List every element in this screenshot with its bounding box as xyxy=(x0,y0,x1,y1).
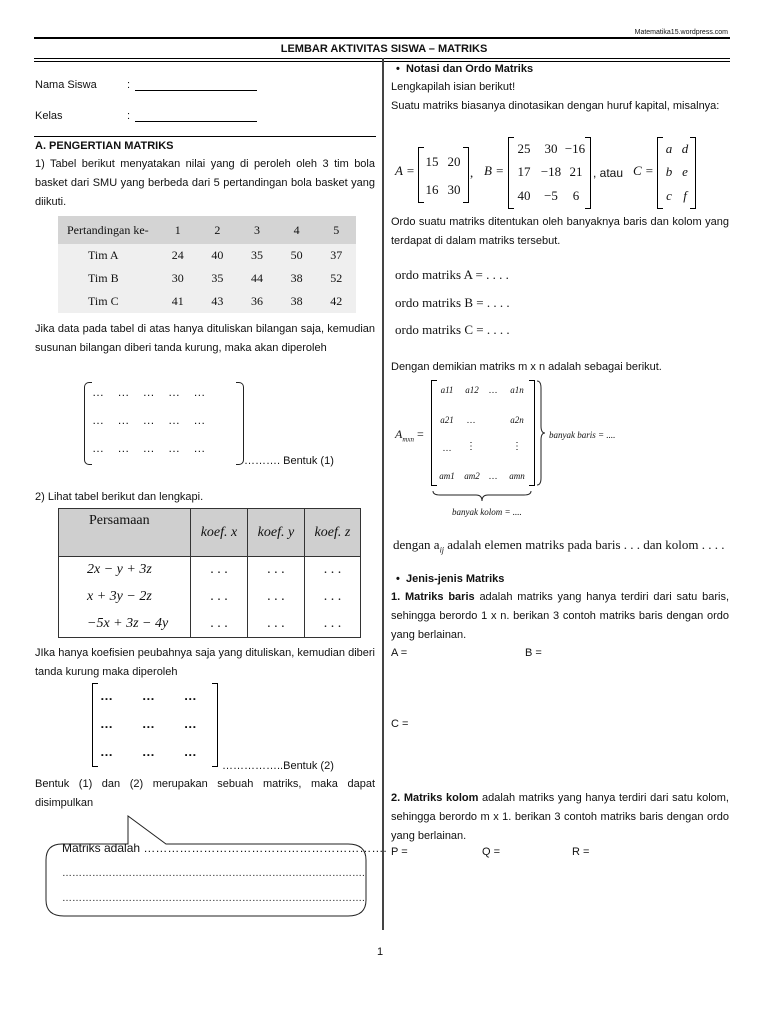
header-rule-top xyxy=(34,37,730,39)
matrix-b-cell: 6 xyxy=(572,188,580,203)
matrix-b-cell: 21 xyxy=(569,164,583,179)
after-table-1: Jika data pada tabel di atas hanya dituliskan bilangan saja, kemudian susunan bilangan diberi tanda kurung, maka akan diperoleh xyxy=(35,323,375,354)
matrix1-bracket-left xyxy=(84,382,92,465)
gen-matrix-cell: am2 xyxy=(464,471,480,481)
matrix-b-cell: 30 xyxy=(544,141,558,156)
matrix-b-cell: −18 xyxy=(540,164,562,179)
gen-matrix-cell: a2n xyxy=(510,415,524,425)
gen-matrix-cell: a12 xyxy=(465,385,479,395)
answer-a[interactable]: A = xyxy=(391,647,408,659)
table1-cell: 42 xyxy=(330,294,343,308)
matrix-b-cell: 17 xyxy=(517,164,531,179)
matrix-a-label: A = xyxy=(395,163,415,178)
table1-cell: Tim A xyxy=(88,248,119,262)
table2-cell[interactable]: . . . xyxy=(191,611,248,638)
class-label: Kelas xyxy=(35,110,63,122)
matrix-b-cell: 40 xyxy=(517,188,531,203)
matrix-c-cell: d xyxy=(681,141,689,156)
table1-cell: 41 xyxy=(171,294,184,308)
site-credit: Matematika15.wordpress.com xyxy=(634,29,728,36)
matrix-a-bracket-right xyxy=(463,147,469,203)
table-row xyxy=(58,267,356,290)
table2-header-cell: koef. x xyxy=(191,509,248,557)
gen-matrix-cell: … xyxy=(466,415,476,425)
matrix2-row: … … … xyxy=(100,688,197,703)
notasi-text: Suatu matriks biasanya dinotasikan dengan huruf kapital, misalnya: xyxy=(391,100,720,112)
bullet-icon: • xyxy=(396,573,406,585)
bentuk-1-label: ………. Bentuk (1) xyxy=(244,455,334,467)
matrix-b-label: B = xyxy=(484,163,504,178)
table1-cell: Tim B xyxy=(88,271,119,285)
answer-r[interactable]: R = xyxy=(572,846,590,858)
mxn-text: Dengan demikian matriks m x n adalah sebagai berikut. xyxy=(391,361,662,373)
gen-matrix-cell: … xyxy=(488,385,498,395)
callout-line-2[interactable]: ………………………………………………………………………………. xyxy=(62,868,365,879)
table2-cell[interactable]: . . . xyxy=(191,584,248,611)
table1-cell: Tim C xyxy=(88,294,119,308)
matrix-c-cell: a xyxy=(665,141,673,156)
gen-matrix-cell: … xyxy=(442,443,452,453)
table-row xyxy=(59,611,361,638)
table2-cell[interactable]: . . . xyxy=(247,584,304,611)
jenis-heading: • Jenis-jenis Matriks xyxy=(396,573,505,585)
matrix1-row: … … … … … xyxy=(92,441,206,455)
table2-cell[interactable]: . . . xyxy=(323,562,342,578)
matriks-baris-text: 1. Matriks baris adalah matriks yang hanya terdiri dari satu baris, sehingga berordo 1 x n. berikan 3 contoh matriks baris dengan ordo yang berlainan. xyxy=(391,591,729,641)
gen-matrix-cell: am1 xyxy=(439,471,455,481)
ordo-c[interactable]: ordo matriks C = . . . . xyxy=(395,322,510,337)
table-row xyxy=(59,584,361,611)
column-divider xyxy=(382,58,384,930)
matrix-c-cell: e xyxy=(682,164,688,179)
callout-line-1[interactable]: Matriks adalah ……………………………………………………. xyxy=(62,841,387,855)
gen-matrix-cell: a1n xyxy=(510,385,524,395)
table1-cell: 35 xyxy=(211,271,224,285)
table1-header-cell: Pertandingan ke- xyxy=(67,222,149,237)
score-table xyxy=(58,216,356,313)
table1-cell: 30 xyxy=(171,271,184,285)
gen-matrix-cell: amn xyxy=(509,471,525,481)
answer-c[interactable]: C = xyxy=(391,718,409,730)
table2-cell[interactable]: . . . xyxy=(323,589,342,604)
answer-q[interactable]: Q = xyxy=(482,846,501,858)
conclusion-text: Bentuk (1) dan (2) merupakan sebuah matriks, maka dapat disimpulkan xyxy=(35,778,375,809)
atau-text: , atau xyxy=(593,166,624,180)
matrix-a-cell: 30 xyxy=(447,182,461,197)
table1-header-cell: 2 xyxy=(214,222,221,237)
table2-header-cell: Persamaan xyxy=(59,509,191,557)
gen-matrix-cell: ⋮ xyxy=(512,441,522,452)
matrix2-bracket-right xyxy=(212,683,218,767)
matrix-c-cell: f xyxy=(683,188,687,203)
banyak-baris[interactable]: banyak baris = .... xyxy=(549,430,616,440)
bullet-icon: • xyxy=(396,63,406,75)
matrix2-row: … … … xyxy=(100,744,197,759)
name-field[interactable] xyxy=(135,79,257,91)
callout-line-3[interactable]: ………………………………………………………………………………. xyxy=(62,893,365,904)
ordo-text: Ordo suatu matriks ditentukan oleh banyaknya baris dan kolom yang terdapat di dalam matriks tersebut. xyxy=(391,216,729,247)
table-row xyxy=(58,244,356,267)
table1-cell: 37 xyxy=(330,248,343,262)
matrix-a-cell: 16 xyxy=(425,182,439,197)
page-number: 1 xyxy=(376,946,384,958)
matrix-b-cell: 25 xyxy=(517,141,531,156)
table2-cell: 2x − y + 3z xyxy=(59,557,191,584)
after-table-2: JIka hanya koefisien peubahnya saja yang dituliskan, kemudian diberi tanda kurung maka diperoleh xyxy=(35,647,375,678)
section-rule xyxy=(34,136,376,137)
banyak-kolom[interactable]: banyak kolom = .... xyxy=(452,507,522,517)
answer-p[interactable]: P = xyxy=(391,846,408,858)
question-2: 2) Lihat tabel berikut dan lengkapi. xyxy=(35,491,204,503)
matrix-c-cell: b xyxy=(665,164,673,179)
matrix1-bracket-right xyxy=(236,382,244,465)
matrix1-row: … … … … … xyxy=(92,413,206,427)
table1-cell: 44 xyxy=(250,271,263,285)
matrix-a-cell: 15 xyxy=(425,154,439,169)
gen-matrix-cell: … xyxy=(488,471,498,481)
answer-b[interactable]: B = xyxy=(525,647,542,659)
table1-header-cell: 3 xyxy=(253,222,260,237)
table1-cell: 50 xyxy=(290,248,303,262)
gen-matrix-cell: ⋮ xyxy=(466,441,476,452)
callout-bubble xyxy=(36,812,376,922)
dengan-aij-text: dengan $a_{ij}$ adalah elemen matriks pada baris . . . dan kolom . . . . xyxy=(393,537,725,555)
notasi-heading: • Notasi dan Ordo Matriks xyxy=(396,63,534,75)
table1-cell: 40 xyxy=(211,248,224,262)
table2-cell[interactable]: . . . xyxy=(191,557,248,584)
comma: , xyxy=(470,165,474,180)
matrix-b-cell: −5 xyxy=(544,188,558,203)
coefficient-table xyxy=(58,508,361,638)
table-row xyxy=(59,557,361,584)
column-brace-icon xyxy=(432,490,532,502)
table-row xyxy=(58,290,356,313)
matrix-a-cell: 20 xyxy=(447,154,461,169)
ordo-b[interactable]: ordo matriks B = . . . . xyxy=(395,295,510,310)
table1-header-cell: 1 xyxy=(174,222,181,237)
bentuk-2-label: ……………..Bentuk (2) xyxy=(222,760,334,772)
table2-cell[interactable]: . . . xyxy=(247,557,304,584)
table1-cell: 52 xyxy=(330,271,343,285)
question-1: 1) Tabel berikut menyatakan nilai yang di peroleh oleh 3 tim bola basket dari SMU yang berbeda dari 5 pertandingan bola basket yang diikuti. xyxy=(35,158,375,208)
matrix-c-cell: c xyxy=(666,188,672,203)
class-colon: : xyxy=(127,110,131,122)
name-colon: : xyxy=(127,79,131,91)
matrix-c-bracket-left xyxy=(657,137,663,209)
table1-cell: 35 xyxy=(250,248,263,262)
matrix2-bracket-left xyxy=(92,683,98,767)
student-info xyxy=(35,79,365,130)
table2-header-cell: koef. z xyxy=(304,509,360,557)
gen-matrix-cell: a21 xyxy=(440,415,454,425)
table1-cell: 38 xyxy=(290,294,303,308)
table2-header-cell: koef. y xyxy=(247,509,304,557)
matrix1-row: … … … … … xyxy=(92,385,206,399)
class-field[interactable] xyxy=(135,110,257,122)
ordo-a[interactable]: ordo matriks A = . . . . xyxy=(395,267,509,282)
section-a-heading: A. PENGERTIAN MATRIKS xyxy=(35,140,174,152)
table1-header-cell: 5 xyxy=(333,222,340,237)
table1-cell: 38 xyxy=(290,271,303,285)
amxn-label: $A_{mxn}$ = xyxy=(395,427,424,444)
matrix-b-cell: −16 xyxy=(564,141,586,156)
matrix2-row: … … … xyxy=(100,716,197,731)
table2-cell[interactable]: . . . xyxy=(323,615,342,631)
table1-header-cell: 4 xyxy=(293,222,300,237)
page-title: LEMBAR AKTIVITAS SISWA – MATRIKS xyxy=(280,43,488,55)
matriks-kolom-text: 2. Matriks kolom adalah matriks yang hanya terdiri dari satu kolom, sehingga berordo m x 1. berikan 3 contoh matriks baris dengan ordo yang berlainan. xyxy=(391,792,729,842)
table2-cell[interactable]: . . . xyxy=(247,611,304,638)
matrix-c-bracket-right xyxy=(690,137,696,209)
row-brace-icon xyxy=(536,380,546,486)
table2-cell: x + 3y − 2z xyxy=(59,584,191,611)
table2-cell: −5x + 3z − 4y xyxy=(59,611,191,638)
table1-cell: 36 xyxy=(250,294,263,308)
gen-matrix-cell: a11 xyxy=(440,385,454,395)
table1-cell: 24 xyxy=(171,248,184,262)
matrix-c-label: C = xyxy=(633,163,654,178)
lengkapi-text: Lengkapilah isian berikut! xyxy=(391,81,516,93)
name-label: Nama Siswa xyxy=(35,79,97,91)
gen-matrix-bracket-right xyxy=(529,380,535,486)
table1-cell: 43 xyxy=(211,294,224,308)
